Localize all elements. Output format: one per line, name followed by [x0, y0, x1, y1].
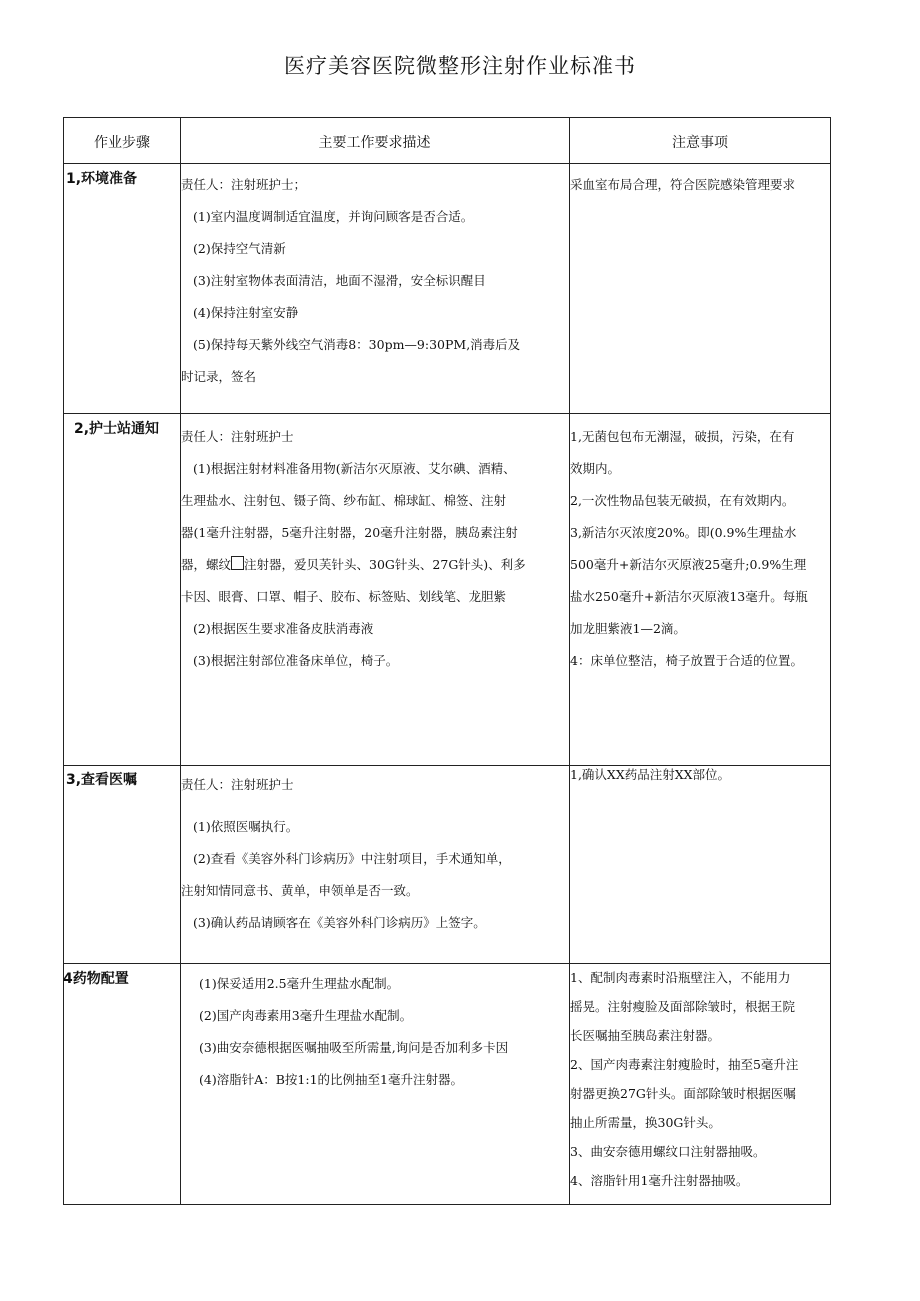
text-line: 2、国产肉毒素注射瘦脸时，抽至5毫升注	[570, 1057, 799, 1072]
text-line: 采血室布局合理，符合医院感染管理要求	[570, 177, 796, 192]
header-description: 主要工作要求描述	[318, 135, 431, 151]
text-line: 3,新洁尔灭浓度20%。即(0.9%生理盐水	[570, 525, 797, 540]
text-line: 器(1毫升注射器，5毫升注射器，20毫升注射器，胰岛素注射	[181, 525, 518, 540]
text-line: 2,一次性物品包装无破损，在有效期内。	[570, 493, 795, 508]
header-notes: 注意事项	[672, 135, 728, 151]
text-line: (5)保持每天紫外线空气消毒8：30pm—9:30PM,消毒后及	[193, 337, 521, 352]
text-line: 盐水250毫升+新洁尔灭原液13毫升。每瓶	[570, 589, 808, 604]
text-line: 500毫升+新洁尔灭原液25毫升;0.9%生理	[570, 557, 807, 572]
text-line: (1)依照医嘱执行。	[193, 819, 299, 834]
text-line: 生理盐水、注射包、镊子筒、纱布缸、棉球缸、棉签、注射	[181, 493, 507, 508]
description-cell	[181, 769, 567, 939]
text-line: (4)溶脂针A：B按1:1的比例抽至1毫升注射器。	[199, 1072, 463, 1087]
text-line: (3)确认药品请顾客在《美容外科门诊病历》上签字。	[193, 915, 486, 930]
text-line: 1,无菌包包布无潮湿，破损，污染，在有	[570, 429, 795, 444]
step-label: 2,护士站通知	[74, 421, 160, 437]
text-line: 注射知情同意书、黄单，申领单是否一致。	[181, 883, 419, 898]
text-line: 长医嘱抽至胰岛素注射器。	[570, 1028, 721, 1043]
work-instruction-table	[63, 117, 831, 1205]
text-line: 时记录，签名	[181, 369, 257, 384]
text-line: 责任人：注射班护士	[181, 429, 294, 444]
text-line: 加龙胆紫液1—2滴。	[570, 621, 686, 636]
text-line: 摇晃。注射瘦脸及面部除皱时，根据王院	[570, 999, 796, 1014]
text-line: 卡因、眼膏、口罩、帽子、胶布、标签贴、划线笔、龙胆紫	[181, 589, 507, 604]
row-divider	[64, 163, 830, 164]
text-line: 1,确认XX药品注射XX部位。	[570, 767, 731, 782]
text-line: 射器更换27G针头。面部除皱时根据医嘱	[570, 1086, 796, 1101]
text-line: 1、配制肉毒素时沿瓶壁注入，不能用力	[570, 970, 791, 985]
text-line: (2)根据医生要求准备皮肤消毒液	[193, 621, 374, 636]
text-line: (2)保持空气清新	[193, 241, 286, 256]
text-line: (1)保妥适用2.5毫升生理盐水配制。	[199, 976, 400, 991]
text-line: (3)根据注射部位准备床单位，椅子。	[193, 653, 399, 668]
description-cell	[181, 169, 567, 393]
step-label: 1,环境准备	[66, 171, 138, 187]
text-line: 3、曲安奈德用螺纹口注射器抽吸。	[570, 1144, 766, 1159]
notes-cell	[570, 963, 831, 1195]
text-line: (2)查看《美容外科门诊病历》中注射项目，手术通知单，	[193, 851, 511, 866]
text-line: 4、溶脂针用1毫升注射器抽吸。	[570, 1173, 749, 1188]
step-label: 3,查看医嘱	[66, 772, 138, 788]
text-line	[181, 549, 568, 581]
description-cell	[181, 421, 568, 677]
text-line: (3)注射室物体表面清洁，地面不湿滑，安全标识醒目	[193, 273, 486, 288]
header-step: 作业步骤	[94, 135, 150, 151]
unknown-glyph-box	[231, 556, 244, 570]
text-fragment: 注射器，爱贝芙针头、30G针头、27G针头)、利多	[244, 557, 526, 572]
page-title: 医疗美容医院微整形注射作业标准书	[284, 54, 636, 78]
notes-cell	[570, 169, 830, 201]
text-line: 效期内。	[570, 461, 621, 476]
text-line: 责任人：注射班护士；	[181, 177, 307, 192]
step-label: 4药物配置	[63, 971, 129, 987]
text-line: (3)曲安奈德根据医嘱抽吸至所需量,询问是否加利多卡因	[199, 1040, 509, 1055]
text-line: (4)保持注射室安静	[193, 305, 299, 320]
text-line: (1)室内温度调制适宜温度，并询问顾客是否合适。	[193, 209, 474, 224]
description-cell	[181, 968, 567, 1096]
text-line: 抽止所需量，换30G针头。	[570, 1115, 721, 1130]
text-line: (2)国产肉毒素用3毫升生理盐水配制。	[199, 1008, 413, 1023]
row-divider	[64, 413, 830, 414]
text-line: 责任人：注射班护士	[181, 777, 294, 792]
notes-cell	[570, 421, 831, 677]
text-line: (1)根据注射材料准备用物(新洁尔灭原液、艾尔碘、酒精、	[193, 461, 516, 476]
text-fragment: 器，螺纹	[181, 557, 232, 572]
text-line: 4：床单位整洁，椅子放置于合适的位置。	[570, 653, 803, 668]
notes-cell	[570, 759, 830, 791]
